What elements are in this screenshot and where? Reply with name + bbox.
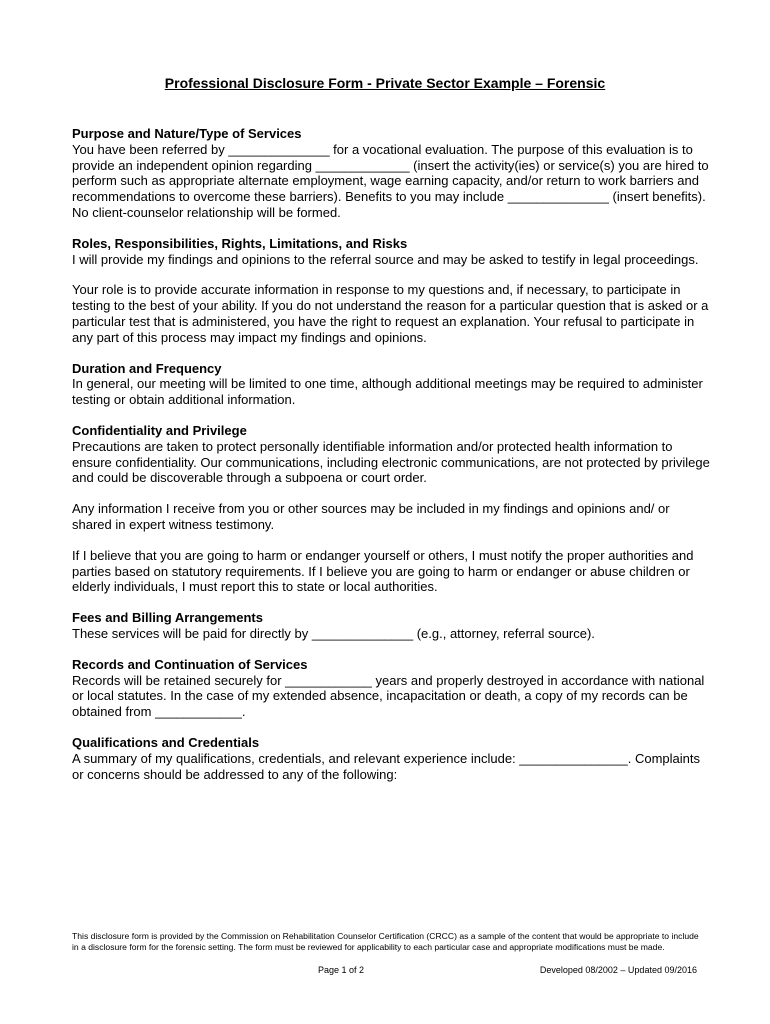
section-paragraph: I will provide my findings and opinions to the referral source and may be asked to testify in legal proceedings. bbox=[72, 251, 699, 267]
section-confidentiality bbox=[72, 423, 712, 595]
section-heading: Records and Continuation of Services bbox=[72, 656, 308, 672]
section-records bbox=[72, 657, 712, 720]
section-paragraph: If I believe that you are going to harm or endanger yourself or others, I must notify the proper authorities and parties based on statutory requirements. If I believe you are going to harm or endanger or abuse children or elderly individuals, I must report this to state or local authorities. bbox=[72, 547, 694, 595]
section-paragraph: These services will be paid for directly by ______________ (e.g., attorney, referral source). bbox=[72, 625, 595, 641]
footer-disclaimer: This disclosure form is provided by the Commission on Rehabilitation Counselor Certification (CRCC) as a sample of the content that would be appropriate to include in a disclosure form for the forensic setting. The form must be reviewed for applicability to each particular case and appropriate modifications must be made. bbox=[72, 931, 699, 952]
section-paragraph: Your role is to provide accurate information in response to my questions and, if necessary, to participate in testing to the best of your ability. If you do not understand the reason for a particular question that is asked or a particular test that is administered, you have the right to request an explanation. Your refusal to participate in any part of this process may impact my findings and opinions. bbox=[72, 282, 709, 345]
section-duration bbox=[72, 361, 712, 408]
section-heading: Duration and Frequency bbox=[72, 360, 222, 376]
revision-date: Developed 08/2002 – Updated 09/2016 bbox=[539, 965, 697, 975]
section-heading: Qualifications and Credentials bbox=[72, 734, 260, 750]
section-paragraph: You have been referred by ______________ for a vocational evaluation. The purpose of this evaluation is to provide an independent opinion regarding _____________ (insert the activity(ies) or service(s) you are hired to perform such as appropriate alternate employment, wage earning capacity, and/or return to work barriers and recommendations to overcome these barriers). Benefits to you may include ______________ (insert benefits). No client-counselor relationship will be formed. bbox=[72, 141, 709, 220]
section-paragraph: Precautions are taken to protect personally identifiable information and/or protected health information to ensure confidentiality. Our communications, including electronic communications, are not protected by privilege and could be discoverable through a subpoena or court order. bbox=[72, 438, 710, 486]
section-roles bbox=[72, 236, 712, 346]
document-body bbox=[72, 126, 712, 797]
section-heading: Confidentiality and Privilege bbox=[72, 422, 247, 438]
section-fees bbox=[72, 610, 712, 642]
section-heading: Roles, Responsibilities, Rights, Limitations, and Risks bbox=[72, 235, 408, 251]
section-purpose bbox=[72, 126, 712, 221]
section-paragraph: Any information I receive from you or other sources may be included in my findings and opinions and/ or shared in expert witness testimony. bbox=[72, 501, 670, 532]
section-qualifications bbox=[72, 735, 712, 782]
section-heading: Purpose and Nature/Type of Services bbox=[72, 126, 302, 141]
section-paragraph: A summary of my qualifications, credentials, and relevant experience include: _______________. Complaints or concerns should be addressed to any of the following: bbox=[72, 750, 700, 782]
section-paragraph: Records will be retained securely for ____________ years and properly destroyed in accordance with national or local statutes. In the case of my extended absence, incapacitation or death, a copy of my records can be obtained from ____________. bbox=[72, 672, 705, 720]
section-paragraph: In general, our meeting will be limited to one time, although additional meetings may be required to administer testing or obtain additional information. bbox=[72, 376, 703, 408]
page-number: Page 1 of 2 bbox=[318, 965, 365, 975]
document-title: Professional Disclosure Form - Private Sector Example – Forensic bbox=[164, 75, 606, 91]
section-heading: Fees and Billing Arrangements bbox=[72, 610, 263, 626]
